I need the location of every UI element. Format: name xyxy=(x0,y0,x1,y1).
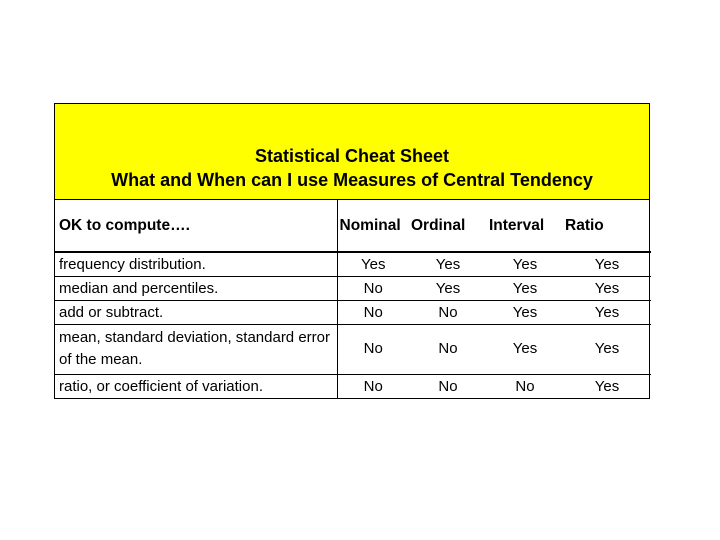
header-nominal: Nominal xyxy=(337,200,409,252)
title-banner xyxy=(55,104,649,200)
cell-ordinal: No xyxy=(438,377,458,395)
cell-ratio: Yes xyxy=(563,324,651,374)
cell-ordinal: Yes xyxy=(409,276,487,300)
table-row xyxy=(55,300,651,324)
cheat-sheet-table xyxy=(54,103,650,399)
header-interval: Interval xyxy=(487,200,563,252)
cell-nominal: No xyxy=(337,300,409,324)
cell-ordinal: Yes xyxy=(409,252,487,276)
cell-ratio: Yes xyxy=(563,300,651,324)
cell-interval: Yes xyxy=(487,276,563,300)
cell-nominal: No xyxy=(363,377,383,395)
cell-ratio: Yes xyxy=(563,252,651,276)
cell-interval: Yes xyxy=(487,324,563,374)
cell-interval: Yes xyxy=(487,252,563,276)
table-row xyxy=(55,276,651,300)
cell-interval: Yes xyxy=(487,300,563,324)
header-corner: OK to compute…. xyxy=(55,200,337,252)
sheet-subtitle: What and When can I use Measures of Central Tendency xyxy=(111,170,593,190)
row-label: mean, standard deviation, standard error of the mean. xyxy=(55,324,337,374)
cell-nominal: No xyxy=(337,276,409,300)
row-label: median and percentiles. xyxy=(55,276,337,300)
header-ordinal: Ordinal xyxy=(409,200,487,252)
sheet-title: Statistical Cheat Sheet xyxy=(254,146,450,166)
cell-interval: No xyxy=(515,377,535,395)
cell-nominal: No xyxy=(337,324,409,374)
cell-ratio: Yes xyxy=(594,377,620,395)
table-row xyxy=(55,374,651,398)
table-row xyxy=(55,252,651,276)
cell-ordinal: No xyxy=(409,300,487,324)
header-ratio: Ratio xyxy=(563,200,651,252)
table-row xyxy=(55,324,651,374)
row-label: frequency distribution. xyxy=(55,252,337,276)
row-label: add or subtract. xyxy=(55,300,337,324)
cell-nominal: Yes xyxy=(337,252,409,276)
measures-table xyxy=(55,200,651,398)
header-row xyxy=(55,200,651,252)
row-label: ratio, or coefficient of variation. xyxy=(55,374,337,398)
cell-ordinal: No xyxy=(409,324,487,374)
cell-ratio: Yes xyxy=(563,276,651,300)
